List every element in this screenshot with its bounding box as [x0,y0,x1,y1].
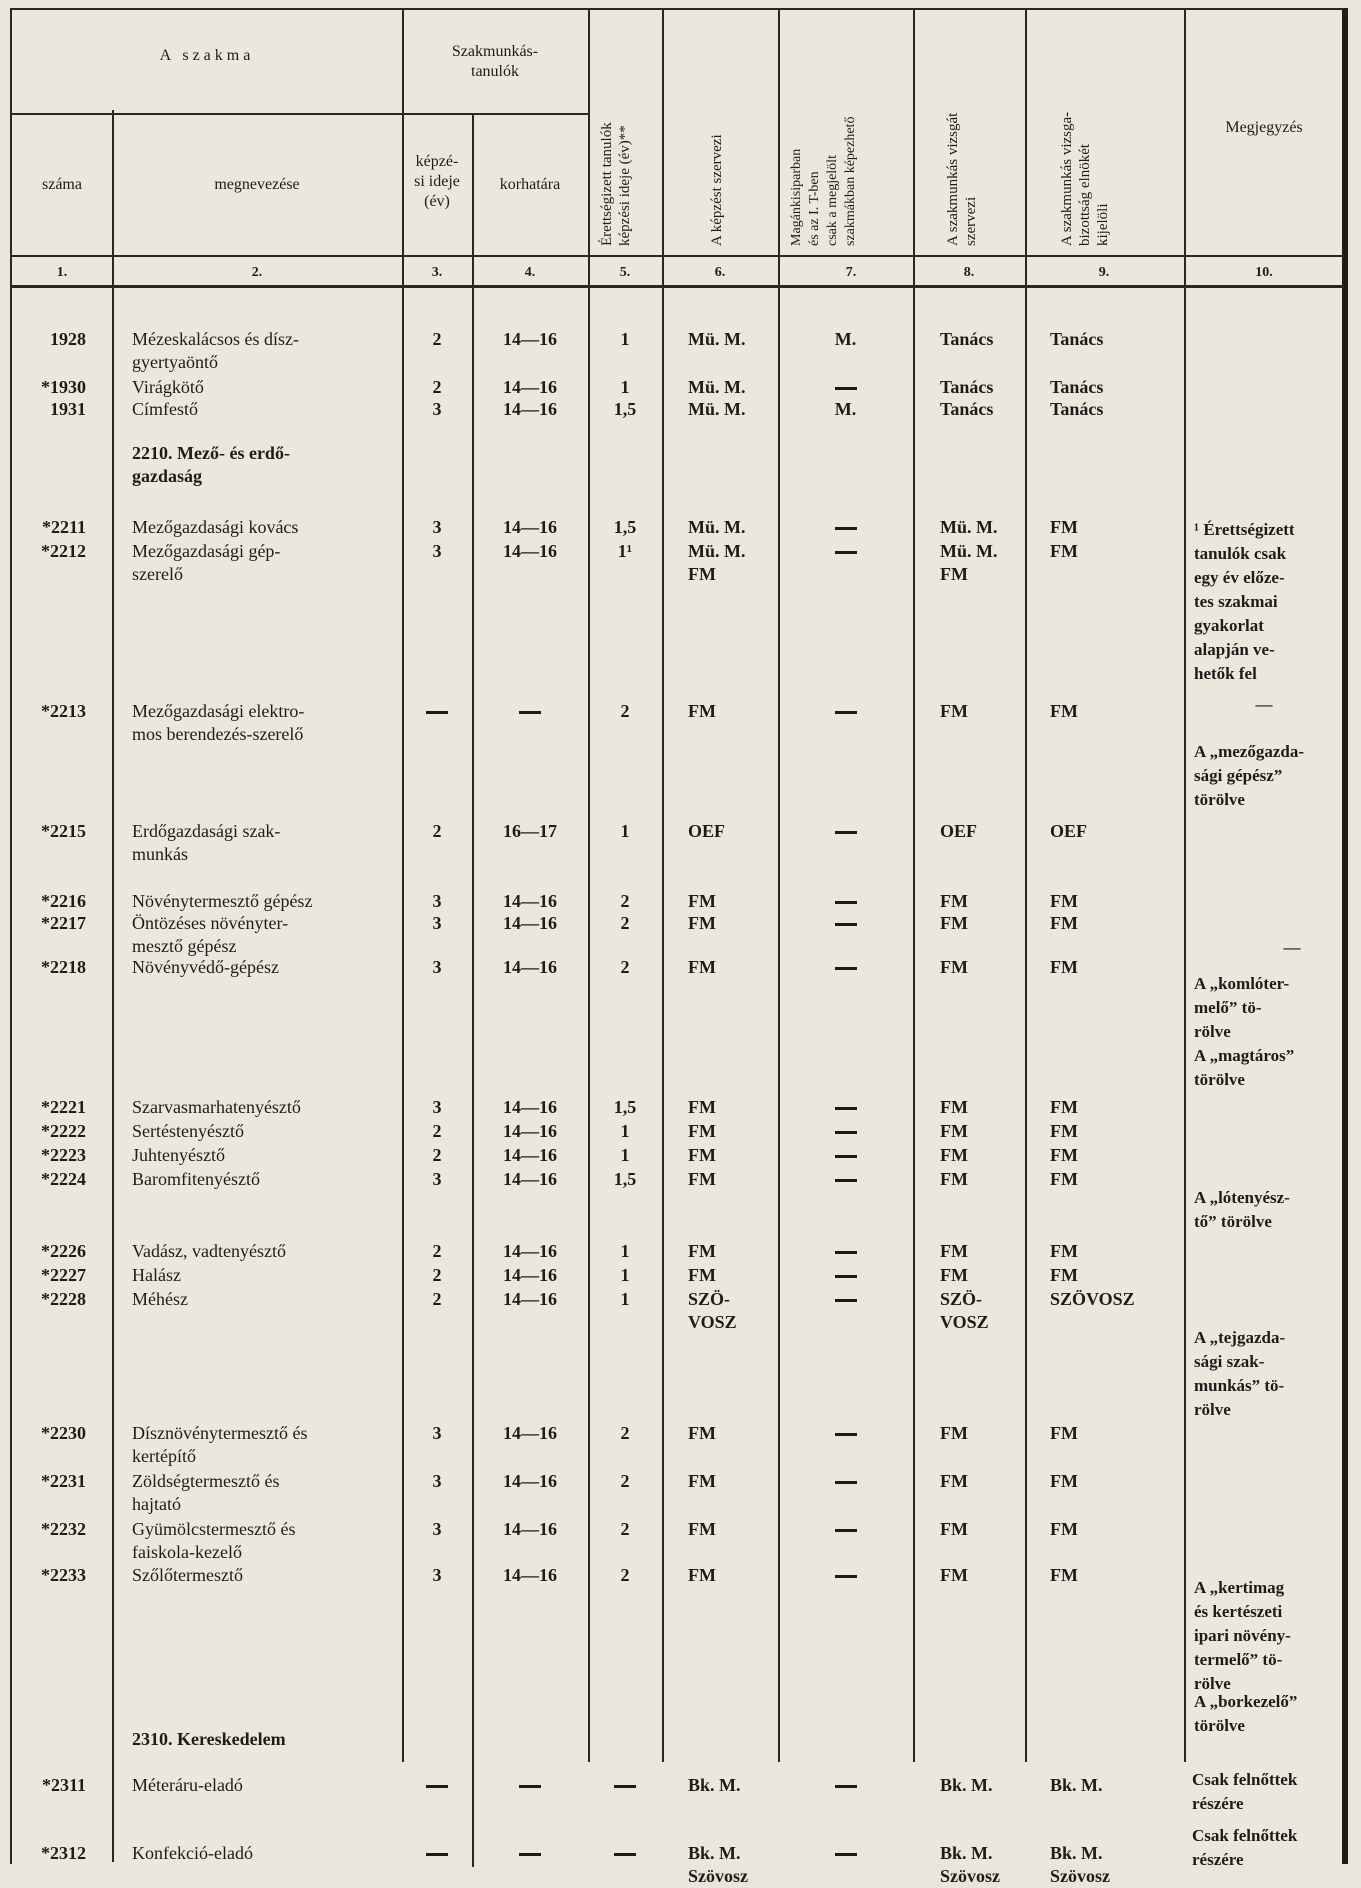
cell-bizottsag-elnok: FM [1050,957,1078,977]
cell-erettsegizett: 1,5 [613,1169,637,1189]
cell-szam: *2221 [41,1097,86,1117]
cell-szam: *2231 [41,1471,86,1491]
cell-megnevezes: Erdőgazdasági szak- munkás [132,821,281,864]
cell-korhatar: 14—16 [503,913,557,933]
cell-megnevezes: Mezőgazdasági gép- szerelő [132,541,281,584]
note: ¹ Érettségizett tanulók csak egy év előze- tes szakmai gyakorlat alapján ve- hetők fel [1194,520,1295,683]
cell-szam: *2224 [41,1169,86,1189]
cell-megnevezes: Baromfitenyésztő [132,1169,260,1189]
cell-bizottsag-elnok: FM [1050,701,1078,721]
cell-vizsgat-szervezi: Mü. M. FM [940,541,998,584]
cell-vizsgat-szervezi: FM [940,1241,968,1261]
header-erettsegizett: Érettségizett tanulók képzési ideje (év)** [599,122,633,246]
cell-magankisipar-dash [835,1179,857,1182]
cell-kepzesi-ido-dash [426,1853,448,1856]
cell-erettsegizett: 2 [620,1423,630,1443]
cell-szam: *1930 [41,377,86,397]
cell-korhatar: 14—16 [503,1169,557,1189]
cell-megnevezes: Zöldségtermesztő és hajtató [132,1471,280,1514]
cell-kepzesi-ido: 2 [432,1241,442,1261]
cell-bizottsag-elnok: FM [1050,891,1078,911]
cell-bizottsag-elnok: OEF [1050,821,1088,841]
cell-magankisipar-dash [835,1131,857,1134]
note: A „tejgazda- sági szak- munkás” tö- rölve [1194,1328,1286,1419]
cell-erettsegizett: 2 [620,1565,630,1585]
col-number: 1. [56,265,68,280]
cell-vizsgat-szervezi: SZÖ- VOSZ [940,1289,989,1332]
col-number: 9. [1098,265,1110,280]
cell-szam: *2211 [41,517,86,537]
col-number: 7. [845,265,857,280]
cell-korhatar-dash [519,711,541,714]
cell-korhatar: 14—16 [503,1121,557,1141]
cell-bizottsag-elnok: FM [1050,1241,1078,1261]
col-divider [588,10,590,1762]
header-megnevezese: megnevezése [214,176,300,193]
cell-bizottsag-elnok: FM [1050,1565,1078,1585]
cell-erettsegizett: 2 [620,701,630,721]
cell-szam: 1928 [50,329,86,349]
header-bizottsag: A szakmunkás vizsga- bizottság elnökét kijelöli [1059,111,1111,246]
cell-bizottsag-elnok: FM [1050,1519,1078,1539]
col-divider [402,10,404,1762]
cell-kepzesi-ido: 3 [432,399,442,419]
cell-kepzest-szervezi: FM [688,891,716,911]
cell-szam: *2228 [41,1289,86,1309]
cell-vizsgat-szervezi: FM [940,913,968,933]
cell-vizsgat-szervezi: FM [940,1121,968,1141]
cell-vizsgat-szervezi: Bk. M. [940,1775,993,1795]
cell-magankisipar-dash [835,923,857,926]
cell-kepzest-szervezi: FM [688,957,716,977]
cell-megnevezes: Méteráru-eladó [132,1775,243,1795]
cell-erettsegizett: 1,5 [613,517,637,537]
cell-vizsgat-szervezi: FM [940,1265,968,1285]
cell-kepzest-szervezi: FM [688,1121,716,1141]
cell-kepzest-szervezi: FM [688,1423,716,1443]
cell-megnevezes: Szarvasmarhatenyésztő [132,1097,301,1117]
cell-bizottsag-elnok: FM [1050,1145,1078,1165]
cell-kepzesi-ido: 3 [432,1423,442,1443]
cell-megnevezes: Gyümölcstermesztő és faiskola-kezelő [132,1519,296,1562]
cell-korhatar: 16—17 [503,821,557,841]
cell-bizottsag-elnok: FM [1050,1471,1078,1491]
cell-magankisipar: M. [834,399,857,419]
cell-korhatar: 14—16 [503,1519,557,1539]
cell-erettsegizett: 1 [620,821,630,841]
cell-kepzesi-ido: 2 [432,329,442,349]
cell-kepzesi-ido: 2 [432,1265,442,1285]
cell-erettsegizett: 2 [620,913,630,933]
cell-magankisipar-dash [835,1481,857,1484]
cell-szam: *2213 [41,701,86,721]
cell-kepzest-szervezi: FM [688,1471,716,1491]
cell-szam: *2223 [41,1145,86,1165]
cell-magankisipar-dash [835,1529,857,1532]
col-number: 10. [1255,265,1273,280]
cell-szam: *2212 [41,541,86,561]
cell-megnevezes: Címfestő [132,399,198,419]
cell-kepzesi-ido-dash [426,711,448,714]
cell-szam: *2222 [41,1121,86,1141]
cell-erettsegizett: 1 [620,1241,630,1261]
note: Csak felnőttek részére [1192,1826,1298,1869]
cell-kepzest-szervezi: FM [688,1097,716,1117]
cell-kepzest-szervezi: FM [688,1145,716,1165]
cell-korhatar: 14—16 [503,1241,557,1261]
cell-kepzest-szervezi: Mü. M. FM [688,541,746,584]
cell-magankisipar-dash [835,1433,857,1436]
cell-bizottsag-elnok: Tanács [1050,329,1104,349]
note: A „komlóter- melő” tö- rölve [1194,974,1290,1041]
cell-kepzest-szervezi: FM [688,1519,716,1539]
cell-korhatar-dash [519,1785,541,1788]
cell-magankisipar-dash [835,1107,857,1110]
header-szakmunkas: Szakmunkás- tanulók [451,43,539,80]
cell-kepzesi-ido: 2 [432,821,442,841]
cell-erettsegizett: 1 [620,377,630,397]
cell-korhatar: 14—16 [503,1265,557,1285]
cell-kepzest-szervezi: Bk. M. Szövosz [688,1843,748,1886]
cell-erettsegizett: 2 [620,957,630,977]
cell-erettsegizett: 2 [620,1471,630,1491]
cell-erettsegizett: 2 [620,891,630,911]
cell-vizsgat-szervezi: Bk. M. Szövosz [940,1843,1000,1886]
cell-magankisipar-dash [835,1785,857,1788]
cell-erettsegizett-dash [614,1785,636,1788]
cell-bizottsag-elnok: FM [1050,1097,1078,1117]
cell-korhatar: 14—16 [503,329,557,349]
cell-megnevezes: Növényvédő-gépész [132,957,279,977]
note: A „borkezelő” törölve [1194,1692,1298,1735]
cell-bizottsag-elnok: SZÖVOSZ [1050,1289,1135,1309]
cell-erettsegizett: 1,5 [613,399,637,419]
cell-erettsegizett: 1,5 [613,1097,637,1117]
cell-magankisipar-dash [835,1275,857,1278]
note: A „kertimag és kertészeti ipari növény- termelő” tö- rölve [1194,1578,1291,1693]
cell-erettsegizett-dash [614,1853,636,1856]
cell-szam: *2232 [41,1519,86,1539]
header-divider [12,113,588,115]
cell-megnevezes: Juhtenyésztő [132,1145,225,1165]
cell-kepzesi-ido: 2 [432,1289,442,1309]
cell-kepzesi-ido: 2 [432,377,442,397]
cell-korhatar: 14—16 [503,1471,557,1491]
cell-megnevezes: Mézeskalácsos és dísz- gyertyaöntő [132,329,299,372]
cell-szam: *2312 [41,1843,86,1863]
col-divider [1184,10,1186,1762]
cell-erettsegizett: 1 [620,1145,630,1165]
cell-vizsgat-szervezi: FM [940,1423,968,1443]
header-divider [12,255,1344,257]
cell-vizsgat-szervezi: FM [940,1169,968,1189]
cell-vizsgat-szervezi: OEF [940,821,978,841]
note: Csak felnőttek részére [1192,1770,1298,1813]
cell-megnevezes: Halász [132,1265,181,1285]
cell-megnevezes: Növénytermesztő gépész [132,891,313,911]
cell-kepzest-szervezi: FM [688,1169,716,1189]
cell-bizottsag-elnok: Bk. M. [1050,1775,1103,1795]
cell-megnevezes: 2210. Mező- és erdő- gazdaság [132,443,290,486]
cell-magankisipar-dash [835,387,857,390]
cell-magankisipar-dash [835,901,857,904]
cell-kepzest-szervezi: FM [688,1241,716,1261]
cell-bizottsag-elnok: FM [1050,541,1078,561]
cell-kepzest-szervezi: OEF [688,821,726,841]
cell-megnevezes: Konfekció-eladó [132,1843,253,1863]
cell-vizsgat-szervezi: FM [940,891,968,911]
note: A „mezőgazda- sági gépész” törölve [1194,742,1305,809]
cell-erettsegizett: 1 [620,1121,630,1141]
cell-szam: *2227 [41,1265,86,1285]
form-table [10,8,1348,1886]
cell-magankisipar-dash [835,1299,857,1302]
cell-megnevezes: Öntözéses növényter- mesztő gépész [132,913,289,956]
cell-magankisipar-dash [835,1575,857,1578]
col-divider [1025,10,1027,1762]
cell-korhatar: 14—16 [503,517,557,537]
header-szama: száma [42,176,82,193]
cell-kepzesi-ido: 3 [432,541,442,561]
col-number: 8. [963,265,975,280]
cell-vizsgat-szervezi: Tanács [940,377,994,397]
header-szakma: A szakma [159,47,255,64]
col-number: 3. [431,265,443,280]
cell-szam: *2230 [41,1423,86,1443]
col-number: 4. [524,265,536,280]
cell-kepzest-szervezi: SZÖ- VOSZ [688,1289,737,1332]
cell-magankisipar-dash [835,1853,857,1856]
cell-vizsgat-szervezi: FM [940,1097,968,1117]
cell-szam: 1931 [50,399,86,419]
cell-erettsegizett: 1¹ [617,541,633,561]
header-megjegyzes: Megjegyzés [1225,119,1303,136]
cell-korhatar: 14—16 [503,399,557,419]
note: — [1283,938,1301,957]
cell-szam: *2216 [41,891,86,911]
cell-szam: *2226 [41,1241,86,1261]
cell-kepzesi-ido: 3 [432,517,442,537]
cell-korhatar: 14—16 [503,1289,557,1309]
cell-bizottsag-elnok: Tanács [1050,399,1104,419]
cell-kepzest-szervezi: FM [688,701,716,721]
col-divider [662,10,664,1762]
cell-magankisipar-dash [835,1155,857,1158]
cell-magankisipar-dash [835,551,857,554]
header-maganktisipar: Magánkisiparban és az I. T-ben csak a megjelölt szakmákban képezhető [789,116,858,246]
cell-megnevezes: Mezőgazdasági elektro- mos berendezés-szerelő [132,701,305,744]
cell-kepzesi-ido: 3 [432,1471,442,1491]
cell-kepzesi-ido: 2 [432,1145,442,1165]
col-number: 6. [714,265,726,280]
note: A „lótenyész- tő” törölve [1194,1188,1290,1231]
header-vizsgat-szervezi: A szakmunkás vizsgát szervezi [945,112,979,246]
cell-kepzest-szervezi: Mü. M. [688,329,746,349]
cell-megnevezes: Virágkötő [132,377,204,397]
cell-korhatar: 14—16 [503,1145,557,1165]
cell-erettsegizett: 2 [620,1519,630,1539]
cell-szam: *2233 [41,1565,86,1585]
cell-megnevezes: Sertéstenyésztő [132,1121,244,1141]
col-number: 5. [619,265,631,280]
cell-vizsgat-szervezi: FM [940,1565,968,1585]
cell-kepzesi-ido: 3 [432,891,442,911]
cell-megnevezes: 2310. Kereskedelem [132,1729,286,1749]
cell-szam: *2311 [41,1775,86,1795]
cell-bizottsag-elnok: FM [1050,1121,1078,1141]
cell-szam: *2217 [41,913,86,933]
cell-magankisipar-dash [835,1251,857,1254]
cell-megnevezes: Méhész [132,1289,188,1309]
cell-megnevezes: Szőlőtermesztő [132,1565,243,1585]
cell-magankisipar-dash [835,967,857,970]
cell-bizottsag-elnok: FM [1050,913,1078,933]
cell-vizsgat-szervezi: FM [940,1519,968,1539]
cell-kepzesi-ido: 2 [432,1121,442,1141]
cell-szam: *2215 [41,821,86,841]
cell-korhatar: 14—16 [503,1423,557,1443]
cell-erettsegizett: 1 [620,1265,630,1285]
cell-erettsegizett: 1 [620,1289,630,1309]
cell-korhatar: 14—16 [503,1097,557,1117]
cell-vizsgat-szervezi: Tanács [940,399,994,419]
cell-vizsgat-szervezi: FM [940,1145,968,1165]
cell-magankisipar-dash [835,711,857,714]
cell-korhatar: 14—16 [503,891,557,911]
cell-bizottsag-elnok: FM [1050,1265,1078,1285]
cell-kepzesi-ido: 3 [432,913,442,933]
cell-vizsgat-szervezi: Mü. M. [940,517,998,537]
cell-kepzesi-ido-dash [426,1785,448,1788]
cell-korhatar-dash [519,1853,541,1856]
cell-kepzest-szervezi: FM [688,1565,716,1585]
col-number: 2. [251,265,263,280]
cell-kepzest-szervezi: Mü. M. [688,399,746,419]
cell-megnevezes: Mezőgazdasági kovács [132,517,299,537]
header-kepzesi-ideje: képzé- si ideje (év) [414,153,460,210]
cell-magankisipar-dash [835,831,857,834]
cell-bizottsag-elnok: Tanács [1050,377,1104,397]
cell-kepzesi-ido: 3 [432,1565,442,1585]
cell-kepzest-szervezi: Mü. M. [688,517,746,537]
cell-korhatar: 14—16 [503,1565,557,1585]
cell-magankisipar-dash [835,527,857,530]
cell-kepzesi-ido: 3 [432,1519,442,1539]
cell-korhatar: 14—16 [503,541,557,561]
cell-vizsgat-szervezi: FM [940,1471,968,1491]
cell-magankisipar: M. [834,329,857,349]
cell-kepzest-szervezi: Bk. M. [688,1775,741,1795]
cell-korhatar: 14—16 [503,957,557,977]
note: — [1255,695,1273,714]
cell-bizottsag-elnok: Bk. M. Szövosz [1050,1843,1110,1886]
cell-kepzest-szervezi: FM [688,1265,716,1285]
cell-bizottsag-elnok: FM [1050,1169,1078,1189]
cell-vizsgat-szervezi: FM [940,701,968,721]
cell-bizottsag-elnok: FM [1050,517,1078,537]
cell-megnevezes: Vadász, vadtenyésztő [132,1241,286,1261]
cell-erettsegizett: 1 [620,329,630,349]
header-divider [12,285,1344,288]
cell-bizottsag-elnok: FM [1050,1423,1078,1443]
cell-kepzesi-ido: 3 [432,1169,442,1189]
cell-szam: *2218 [41,957,86,977]
cell-vizsgat-szervezi: Tanács [940,329,994,349]
cell-korhatar: 14—16 [503,377,557,397]
col-divider [913,10,915,1762]
header-kepzest-szervezi: A képzést szervezi [709,134,725,246]
note: A „magtáros” törölve [1194,1046,1295,1089]
cell-vizsgat-szervezi: FM [940,957,968,977]
col-divider [112,110,114,1862]
header-korhatara: korhatára [499,176,561,193]
col-divider [778,10,780,1762]
cell-kepzest-szervezi: FM [688,913,716,933]
cell-megnevezes: Dísznövénytermesztő és kertépítő [132,1423,308,1466]
cell-kepzesi-ido: 3 [432,957,442,977]
cell-kepzesi-ido: 3 [432,1097,442,1117]
cell-kepzest-szervezi: Mü. M. [688,377,746,397]
